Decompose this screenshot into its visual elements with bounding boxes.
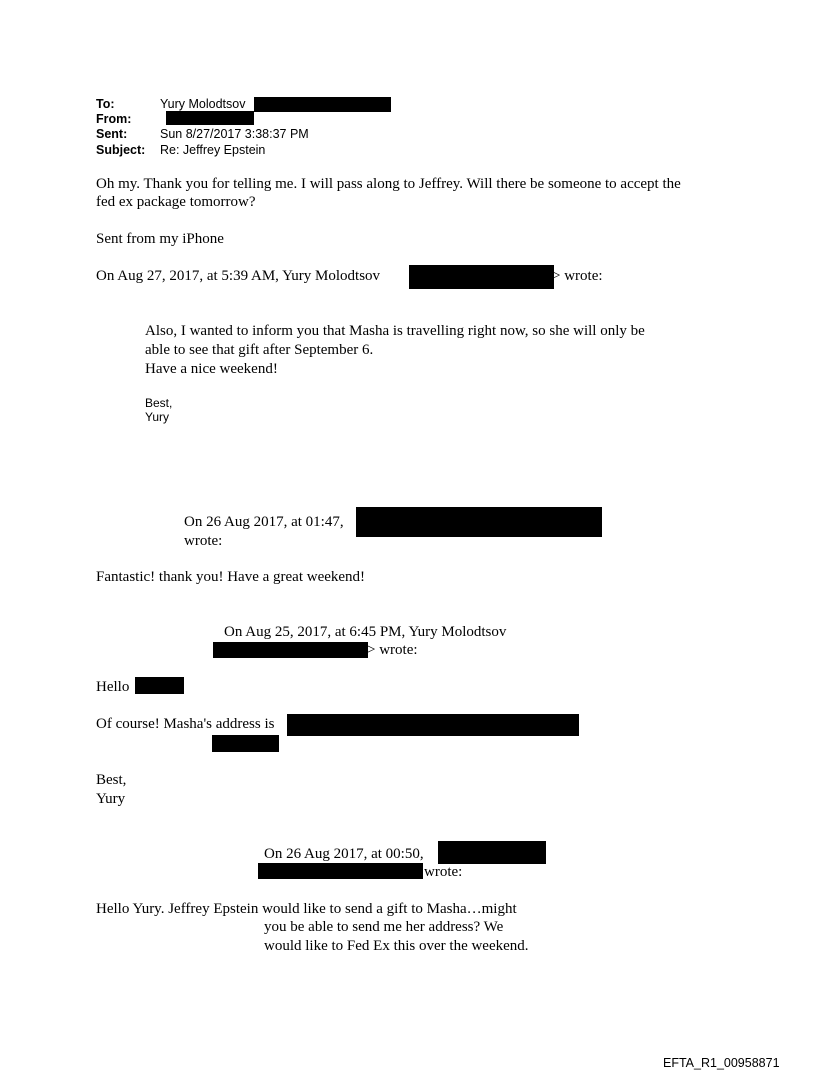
attribution-line: On 26 Aug 2017, at 00:50, [264,846,424,862]
redaction-bar [409,265,554,289]
attribution-wrote: wrote: [424,864,463,880]
reply-line-1: Oh my. Thank you for telling me. I will pass along to Jeffrey. Will there be someone to accept the [96,176,681,192]
message-line: Fantastic! thank you! Have a great weekend! [96,569,366,585]
redaction-bar [254,97,391,112]
from-label: From: [96,112,132,126]
document-id: EFTA_R1_00958871 [663,1056,780,1070]
redaction-bar [356,507,602,537]
to-label: To: [96,97,115,111]
attribution-line: On Aug 25, 2017, at 6:45 PM, Yury Molodtsov [224,624,507,640]
redaction-bar [166,111,254,125]
attribution-wrote: > wrote: [552,268,603,284]
message-line-1: Also, I wanted to inform you that Masha is travelling right now, so she will only be [145,323,645,339]
message-line-3: would like to Fed Ex this over the weekend. [264,938,529,954]
redaction-bar [287,714,579,736]
signature-best: Best, [96,772,127,788]
reply-line-2: fed ex package tomorrow? [96,194,256,210]
to-value: Yury Molodtsov [160,97,246,111]
redaction-bar [212,735,279,752]
message-line-3: Have a nice weekend! [145,361,278,377]
subject-value: Re: Jeffrey Epstein [160,143,266,157]
subject-label: Subject: [96,143,146,157]
sent-value: Sun 8/27/2017 3:38:37 PM [160,127,309,141]
message-line-1: Hello Yury. Jeffrey Epstein would like to send a gift to Masha…might [96,901,517,917]
signature-name: Yury [145,410,170,424]
reply-signature: Sent from my iPhone [96,231,224,247]
signature-name: Yury [96,791,126,807]
attribution-wrote: wrote: [184,533,223,549]
redaction-bar [258,863,423,879]
redaction-bar [438,841,546,864]
attribution-wrote: > wrote: [367,642,418,658]
address-line: Of course! Masha's address is [96,716,275,732]
attribution-line: On Aug 27, 2017, at 5:39 AM, Yury Molodtsov [96,268,381,284]
redaction-bar [213,642,368,658]
attribution-line: On 26 Aug 2017, at 01:47, [184,514,344,530]
message-line-2: able to see that gift after September 6. [145,342,374,358]
signature-best: Best, [145,396,173,410]
message-line-2: you be able to send me her address? We [264,919,504,935]
greeting: Hello [96,679,130,695]
sent-label: Sent: [96,127,128,141]
redaction-bar [135,677,184,694]
